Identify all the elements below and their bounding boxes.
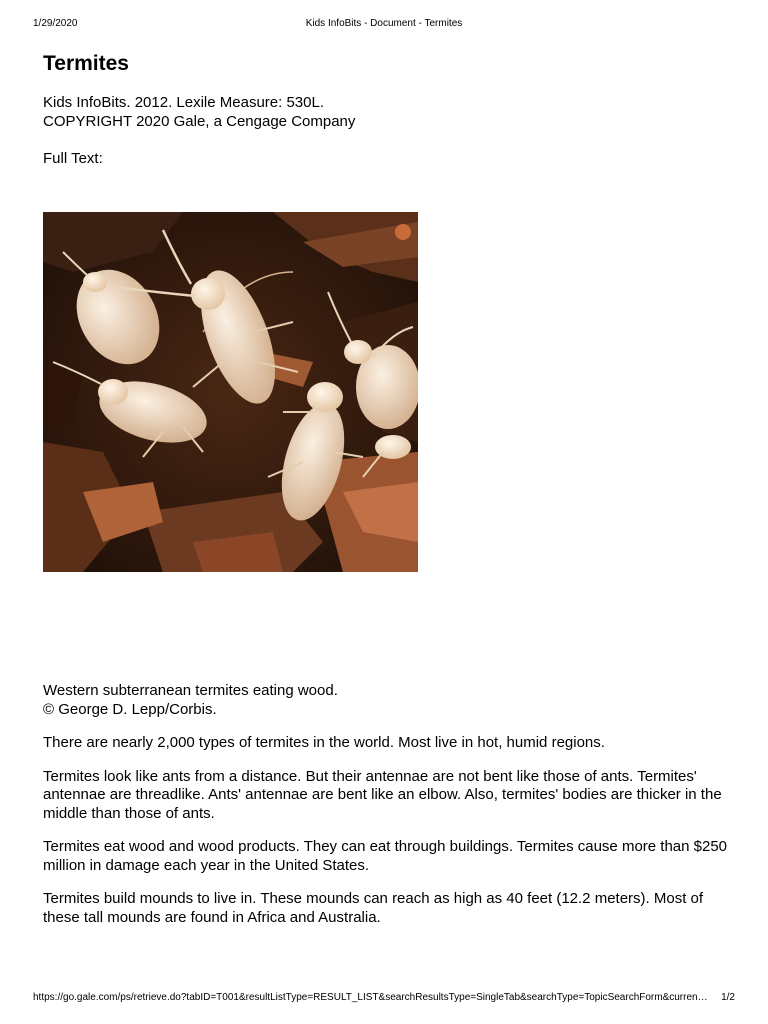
paragraph: There are nearly 2,000 types of termites in the world. Most live in hot, humid regions. <box>43 734 605 751</box>
caption-text: Western subterranean termites eating wood. <box>43 682 338 699</box>
print-document-title: Kids InfoBits - Document - Termites <box>305 18 463 29</box>
article-title: Termites <box>43 52 129 75</box>
article <box>43 50 728 942</box>
image-caption <box>43 681 728 719</box>
source-url: https://go.gale.com/ps/retrieve.do?tabID=T001&resultListType=RESULT_LIST&searchResultsType=SingleTab&searchType=TopicSearchForm&curren… <box>33 992 708 1003</box>
article-meta <box>43 93 728 131</box>
termites-photo <box>43 212 418 572</box>
paragraph: Termites eat wood and wood products. They can eat through buildings. Termites cause more than $250 million in damage each year in the United States. <box>43 838 728 874</box>
source-line: Kids InfoBits. 2012. Lexile Measure: 530L. <box>43 94 325 111</box>
copyright-line: COPYRIGHT 2020 Gale, a Cengage Company <box>43 113 356 130</box>
full-text-label: Full Text: <box>43 150 103 167</box>
print-date: 1/29/2020 <box>33 18 78 29</box>
print-header <box>33 18 735 32</box>
paragraph: Termites build mounds to live in. These mounds can reach as high as 40 feet (12.2 meters). Most of these tall mounds are found in Africa and Australia. <box>43 890 704 926</box>
caption-credit: © George D. Lepp/Corbis. <box>43 701 217 718</box>
paragraph: Termites look like ants from a distance. But their antennae are not bent like those of ants. Termites' antennae are threadlike. Ants' antennae are bent like an elbow. Also, termites' bodies are thicker in the middle than those of ants. <box>43 767 722 822</box>
print-footer <box>33 992 735 1006</box>
page-number: 1/2 <box>721 992 735 1003</box>
